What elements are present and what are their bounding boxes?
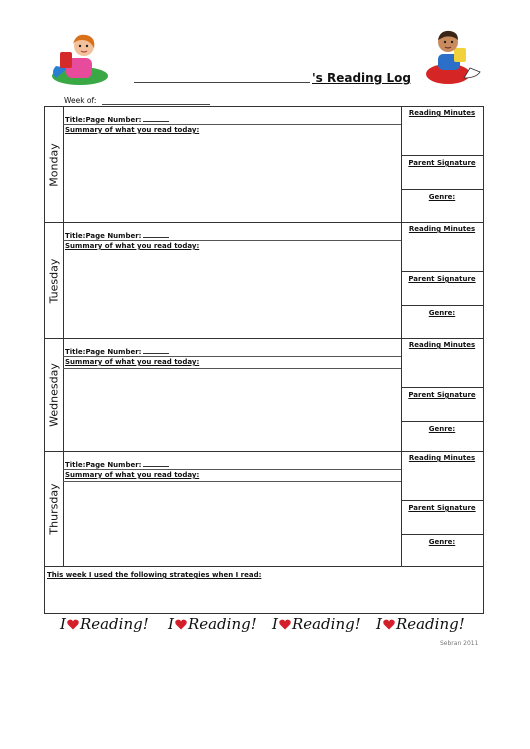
title-page-label: Title:Page Number: bbox=[65, 232, 142, 240]
love-i: I bbox=[60, 615, 66, 633]
love-word: Reading! bbox=[187, 615, 257, 633]
reading-minutes-label: Reading Minutes bbox=[408, 109, 476, 117]
right-column bbox=[401, 339, 483, 451]
parent-signature-label: Parent Signature bbox=[408, 275, 476, 283]
title-page-field[interactable] bbox=[65, 231, 169, 240]
summary-label: Summary of what you read today: bbox=[65, 126, 200, 134]
love-i: I bbox=[168, 615, 174, 633]
day-label: Monday bbox=[47, 142, 61, 187]
day-row-monday bbox=[45, 107, 483, 223]
divider bbox=[63, 124, 401, 125]
love-i: I bbox=[272, 615, 278, 633]
love-word: Reading! bbox=[291, 615, 361, 633]
reading-minutes-label: Reading Minutes bbox=[408, 341, 476, 349]
divider bbox=[401, 305, 483, 306]
name-blank-line[interactable] bbox=[134, 82, 310, 83]
heart-icon bbox=[383, 619, 395, 630]
day-label: Tuesday bbox=[47, 258, 61, 303]
credit-text: Sebran 2011 bbox=[440, 640, 479, 647]
title-page-blank[interactable] bbox=[143, 231, 169, 238]
entry-area[interactable] bbox=[63, 107, 402, 222]
week-of-label: Week of: bbox=[64, 96, 97, 105]
love-word: Reading! bbox=[79, 615, 149, 633]
love-reading-3 bbox=[272, 615, 361, 633]
divider bbox=[63, 481, 401, 482]
genre-label: Genre: bbox=[428, 193, 456, 201]
summary-label: Summary of what you read today: bbox=[65, 242, 200, 250]
boy-reading-illustration bbox=[424, 30, 484, 86]
day-label-cell bbox=[45, 339, 64, 451]
day-row-thursday bbox=[45, 452, 483, 567]
title-page-blank[interactable] bbox=[143, 347, 169, 354]
love-reading-4 bbox=[376, 615, 465, 633]
day-row-wednesday bbox=[45, 339, 483, 452]
parent-signature-label: Parent Signature bbox=[408, 504, 476, 512]
summary-label: Summary of what you read today: bbox=[65, 471, 200, 479]
strategies-box[interactable] bbox=[45, 567, 483, 613]
divider bbox=[63, 469, 401, 470]
love-word: Reading! bbox=[395, 615, 465, 633]
title-page-label: Title:Page Number: bbox=[65, 348, 142, 356]
title-page-label: Title:Page Number: bbox=[65, 116, 142, 124]
title-page-field[interactable] bbox=[65, 115, 169, 124]
summary-label: Summary of what you read today: bbox=[65, 358, 200, 366]
divider bbox=[401, 271, 483, 272]
reading-log-table bbox=[44, 106, 484, 614]
divider bbox=[63, 240, 401, 241]
divider bbox=[401, 387, 483, 388]
love-i: I bbox=[376, 615, 382, 633]
entry-area[interactable] bbox=[63, 452, 402, 566]
heart-icon bbox=[175, 619, 187, 630]
genre-label: Genre: bbox=[428, 425, 456, 433]
title-page-label: Title:Page Number: bbox=[65, 461, 142, 469]
title-page-field[interactable] bbox=[65, 460, 169, 469]
reading-minutes-label: Reading Minutes bbox=[408, 454, 476, 462]
day-label-cell bbox=[45, 452, 64, 566]
reading-minutes-label: Reading Minutes bbox=[408, 225, 476, 233]
entry-area[interactable] bbox=[63, 339, 402, 451]
day-row-tuesday bbox=[45, 223, 483, 339]
page-title: 's Reading Log bbox=[312, 71, 411, 85]
love-reading-1 bbox=[60, 615, 149, 633]
love-reading-2 bbox=[168, 615, 257, 633]
day-label: Thursday bbox=[47, 483, 61, 535]
divider bbox=[401, 500, 483, 501]
title-page-blank[interactable] bbox=[143, 460, 169, 467]
divider bbox=[401, 534, 483, 535]
heart-icon bbox=[279, 619, 291, 630]
title-page-blank[interactable] bbox=[143, 115, 169, 122]
day-label: Wednesday bbox=[47, 363, 61, 427]
day-label-cell bbox=[45, 223, 64, 338]
strategies-label: This week I used the following strategies when I read: bbox=[47, 571, 262, 579]
parent-signature-label: Parent Signature bbox=[408, 391, 476, 399]
divider bbox=[63, 356, 401, 357]
right-column bbox=[401, 223, 483, 338]
genre-label: Genre: bbox=[428, 538, 456, 546]
title-page-field[interactable] bbox=[65, 347, 169, 356]
week-of-field[interactable] bbox=[102, 104, 210, 105]
divider bbox=[401, 189, 483, 190]
girl-reading-illustration bbox=[46, 34, 112, 86]
parent-signature-label: Parent Signature bbox=[408, 159, 476, 167]
genre-label: Genre: bbox=[428, 309, 456, 317]
heart-icon bbox=[67, 619, 79, 630]
divider bbox=[401, 155, 483, 156]
entry-area[interactable] bbox=[63, 223, 402, 338]
right-column bbox=[401, 452, 483, 566]
right-column bbox=[401, 107, 483, 222]
love-reading-banner bbox=[60, 615, 480, 635]
divider bbox=[401, 421, 483, 422]
day-label-cell bbox=[45, 107, 64, 222]
divider bbox=[63, 368, 401, 369]
